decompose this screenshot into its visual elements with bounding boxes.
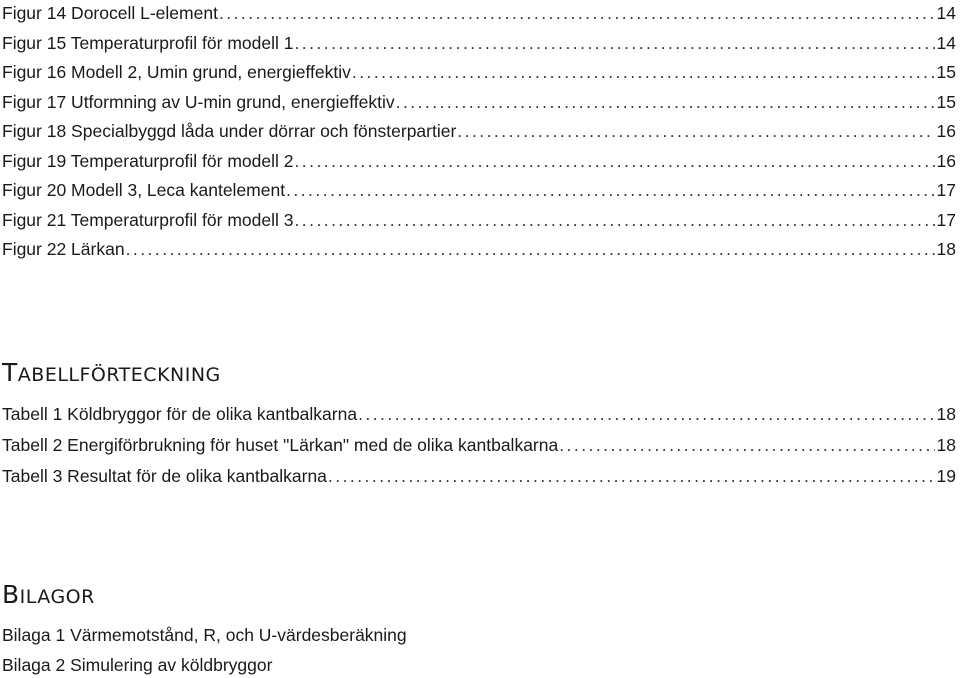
dot-leader <box>396 89 935 115</box>
toc-entry-figure-18[interactable] <box>2 118 956 144</box>
dot-leader <box>219 0 935 26</box>
toc-entry-table-3[interactable] <box>2 463 956 489</box>
toc-entry-figure-15[interactable] <box>2 30 956 56</box>
toc-entry-label: Figur 19 Temperaturprofil för modell 2 <box>2 150 294 171</box>
toc-entry-figure-21[interactable] <box>2 207 956 233</box>
toc-entry-page-number: 19 <box>936 466 956 486</box>
toc-entry-figure-14[interactable] <box>2 0 956 26</box>
appendix-entry-1[interactable]: Bilaga 1 Värmemotstånd, R, och U-värdesberäkning <box>2 625 407 645</box>
toc-entry-page-number: 14 <box>936 32 956 53</box>
toc-entry-label: Figur 20 Modell 3, Leca kantelement <box>2 180 286 200</box>
dot-leader <box>352 59 935 85</box>
toc-entry-page-number: 16 <box>936 121 956 141</box>
dot-leader <box>126 236 935 262</box>
toc-entry-page-number: 15 <box>936 91 956 112</box>
toc-entry-page-number: 18 <box>936 239 956 259</box>
toc-entry-label: Figur 18 Specialbyggd låda under dörrar och fönsterpartier <box>2 121 457 141</box>
dot-leader <box>294 207 934 233</box>
dot-leader <box>294 148 934 174</box>
toc-entry-figure-22[interactable] <box>2 236 956 262</box>
toc-entry-label: Tabell 1 Köldbryggor för de olika kantbalkarna <box>2 404 358 424</box>
toc-entry-table-1[interactable] <box>2 401 956 427</box>
toc-entry-page-number: 18 <box>936 435 956 455</box>
toc-entry-figure-20[interactable] <box>2 177 956 203</box>
toc-entry-table-2[interactable] <box>2 432 956 458</box>
heading-rest: ABELLFÖRTECKNING <box>17 364 221 386</box>
appendix-entry-2[interactable]: Bilaga 2 Simulering av köldbryggor <box>2 655 273 675</box>
toc-entry-label: Figur 16 Modell 2, Umin grund, energieffektiv <box>2 62 351 82</box>
dot-leader <box>328 463 935 489</box>
toc-entry-page-number: 17 <box>936 180 956 200</box>
toc-entry-figure-17[interactable] <box>2 89 956 115</box>
toc-entry-label: Figur 15 Temperaturprofil för modell 1 <box>2 32 294 53</box>
toc-entry-label: Figur 17 Utformning av U-min grund, energieffektiv <box>2 91 395 112</box>
toc-entry-label: Figur 22 Lärkan <box>2 239 125 259</box>
toc-entry-page-number: 15 <box>936 62 956 82</box>
toc-entry-page-number: 14 <box>936 3 956 23</box>
heading-initial: T <box>2 358 18 387</box>
toc-entry-page-number: 16 <box>936 150 956 171</box>
toc-entry-figure-19[interactable] <box>2 148 956 174</box>
toc-entry-page-number: 17 <box>936 209 956 230</box>
section-heading-tables <box>2 358 221 387</box>
dot-leader <box>286 177 934 203</box>
heading-rest: ILAGOR <box>19 586 95 608</box>
toc-entry-figure-16[interactable] <box>2 59 956 85</box>
toc-entry-label: Figur 14 Dorocell L-element <box>2 3 218 23</box>
heading-initial: B <box>2 580 20 609</box>
toc-entry-page-number: 18 <box>936 404 956 424</box>
dot-leader <box>457 118 934 144</box>
section-heading-appendices <box>2 580 95 609</box>
toc-entry-label: Figur 21 Temperaturprofil för modell 3 <box>2 209 294 230</box>
toc-entry-label: Tabell 3 Resultat för de olika kantbalkarna <box>2 466 327 486</box>
dot-leader <box>559 432 934 458</box>
toc-entry-label: Tabell 2 Energiförbrukning för huset "Lärkan" med de olika kantbalkarna <box>2 435 559 455</box>
dot-leader <box>294 30 934 56</box>
dot-leader <box>358 401 934 427</box>
